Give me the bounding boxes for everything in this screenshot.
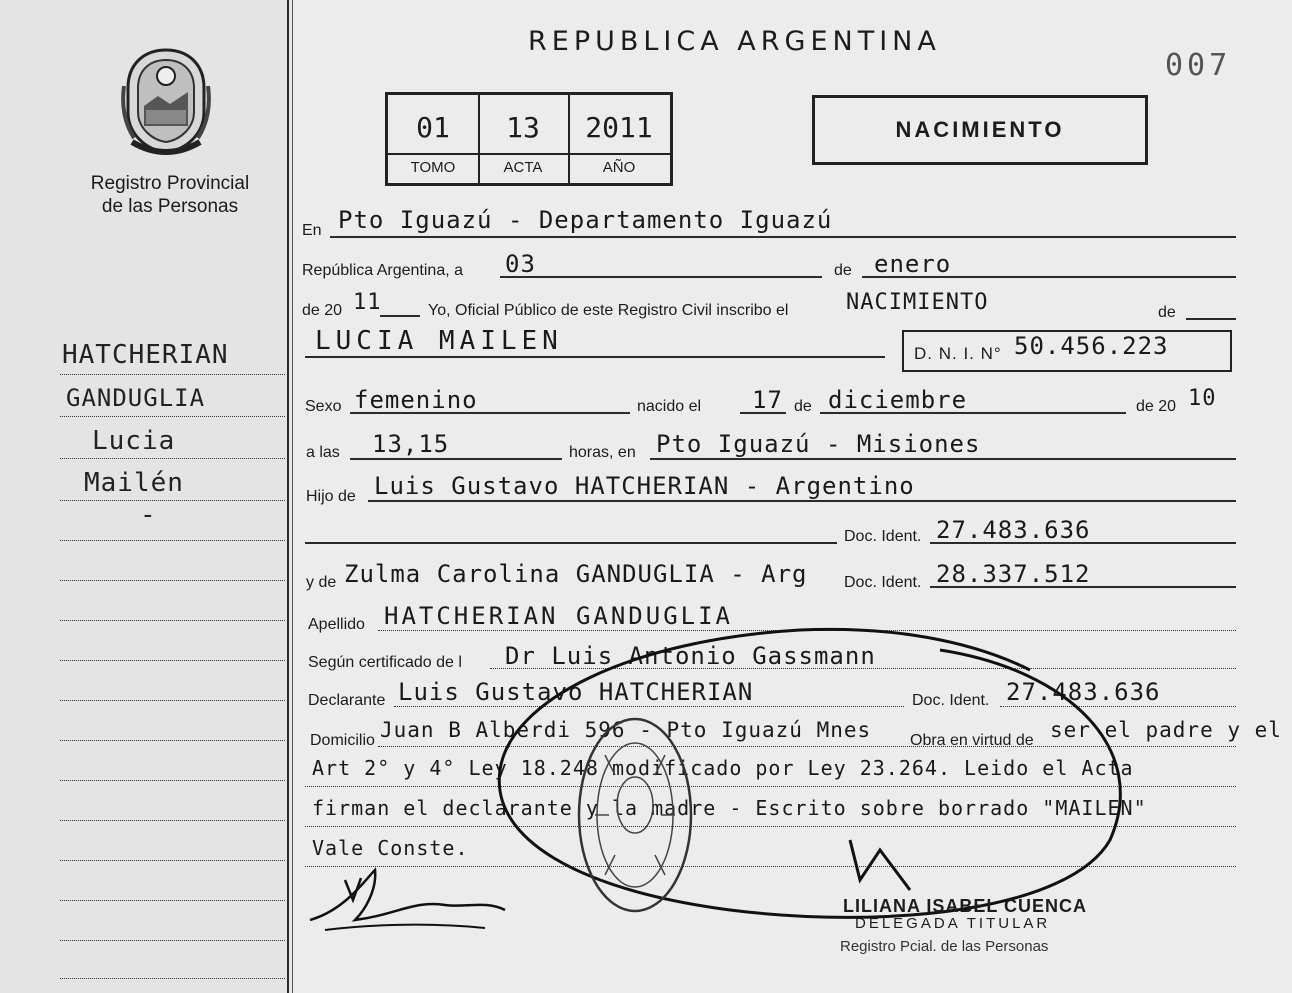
stub-title-line1: Registro Provincial [90,173,250,194]
stub-dash: - [140,500,157,530]
madre-doc-label: Doc. Ident. [844,574,922,591]
tomo-label: TOMO [388,153,478,185]
en-label: En [302,222,322,239]
lugar-value: Pto Iguazú - Misiones [656,430,981,458]
padre-doc-value: 27.483.636 [936,516,1091,544]
stub-line [60,540,285,541]
stub-divider [287,0,289,993]
stub-firstname2: Mailén [84,468,184,498]
stub-line [60,860,285,861]
stub-line [60,978,285,979]
padre-value: Luis Gustavo HATCHERIAN - Argentino [374,472,915,500]
stub-line [60,416,285,417]
official-name: LILIANA ISABEL CUENCA [843,896,1088,916]
left-stub [0,0,287,993]
hijo-label: Hijo de [306,488,356,505]
stub-line [60,900,285,901]
declarante-label: Declarante [308,692,386,709]
declarante-doc-value: 27.483.636 [1006,678,1161,706]
stub-surname1: HATCHERIAN [62,340,229,370]
apellido-value: HATCHERIAN GANDUGLIA [384,602,733,630]
segun-value: Dr Luis Antonio Gassmann [505,642,876,670]
hora-value: 13,15 [372,430,450,458]
sexo-rule [350,412,630,414]
name-rule [305,356,885,358]
stub-line [60,660,285,661]
record-type-box: NACIMIENTO [812,95,1148,165]
stub-line [60,580,285,581]
tomo-cell [388,95,480,183]
dni-value: 50.456.223 [1014,332,1169,360]
nacido-year-prefix: de 20 [1136,398,1177,415]
official-registry: Registro Pcial. de las Personas [840,938,1049,955]
anio-label: AÑO [568,153,670,185]
en-value: Pto Iguazú - Departamento Iguazú [338,206,833,234]
obs-line2: firman el declarante y la madre - Escrito sobre borrado "MAILEN" [312,796,1147,820]
a-las-label: a las [306,444,340,461]
declarant-signature-icon [305,860,525,940]
domicilio-label: Domicilio [310,732,375,749]
stub-firstname1: Lucia [92,426,176,456]
acta-label: ACTA [478,153,568,185]
segun-label: Según certificado de l [308,654,462,671]
registry-box [385,92,673,186]
child-name: LUCIA MAILEN [315,326,563,356]
nacido-month: diciembre [828,386,968,414]
stub-surname2: GANDUGLIA [66,384,206,412]
stub-line [60,458,285,459]
de-name-label: de [1158,304,1176,321]
obra-label: Obra en virtud de [910,732,1034,749]
nacido-day: 17 [752,386,783,414]
year-prefix: de 20 [302,302,343,319]
tomo-value: 01 [416,111,450,144]
country-title: REPUBLICA ARGENTINA [528,26,941,57]
stub-line [60,620,285,621]
nacido-month-rule [820,412,1126,414]
nacido-day-rule [740,412,786,414]
stub-registry-title [60,172,280,218]
madre-value: Zulma Carolina GANDUGLIA - Arg [344,560,808,588]
inscribo-rule [1186,318,1236,320]
nacido-year-suffix: 10 [1188,386,1217,411]
madre-doc-rule [930,586,1236,588]
stub-line [60,374,285,375]
padre-doc-label: Doc. Ident. [844,528,922,545]
stub-title-line2: de las Personas [101,196,239,217]
sexo-value: femenino [354,386,478,414]
year-suffix: 11 [353,290,382,315]
nacido-label: nacido el [637,398,702,415]
stub-line [60,500,285,501]
domicilio-value: Juan B Alberdi 596 - Pto Iguazú Mnes [380,718,872,742]
stub-line [60,940,285,941]
folio-number: 007 [1165,48,1232,83]
lugar-rule [650,458,1236,460]
stub-line [60,700,285,701]
y-de-label: y de [306,574,337,591]
obs-line1: Art 2° y 4° Ley 18.248 modificado por Ley 23.264. Leido el Acta [312,756,1134,780]
acta-cell [478,95,570,183]
official-role: DELEGADA TITULAR [855,915,1051,932]
anio-value: 2011 [585,111,653,144]
signature-loop-icon [470,610,1160,930]
inscribo-value: NACIMIENTO [846,290,989,315]
en-rule [330,236,1236,238]
hora-rule [350,458,562,460]
yo-text: Yo, Oficial Público de este Registro Civil inscribo el [428,302,789,319]
provincial-crest-icon [118,46,214,156]
official-stamp-icon [575,715,695,915]
de-month-label: de [834,262,852,279]
apellido-label: Apellido [308,616,365,633]
dni-label: D. N. I. N° [914,344,1002,363]
month-value: enero [874,250,952,278]
declarante-value: Luis Gustavo HATCHERIAN [398,678,754,706]
republica-label: República Argentina, a [302,262,463,279]
stub-line [60,780,285,781]
padre-doc-rule [930,542,1236,544]
sexo-label: Sexo [305,398,342,415]
obra-value: ser el padre y el [1050,718,1282,742]
year-rule [380,315,420,317]
day-value: 03 [505,250,536,278]
stub-line [60,740,285,741]
day-rule [500,276,822,278]
acta-value: 13 [506,111,540,144]
month-rule [862,276,1236,278]
declarante-doc-label: Doc. Ident. [912,692,990,709]
stub-line [60,820,285,821]
anio-cell [568,95,670,183]
padre-rule [368,500,1236,502]
madre-doc-value: 28.337.512 [936,560,1091,588]
obs-line3: Vale Conste. [312,836,469,860]
padre-doc-rule-left [305,542,837,544]
horas-label: horas, en [569,444,636,461]
nacido-de-label: de [794,398,812,415]
